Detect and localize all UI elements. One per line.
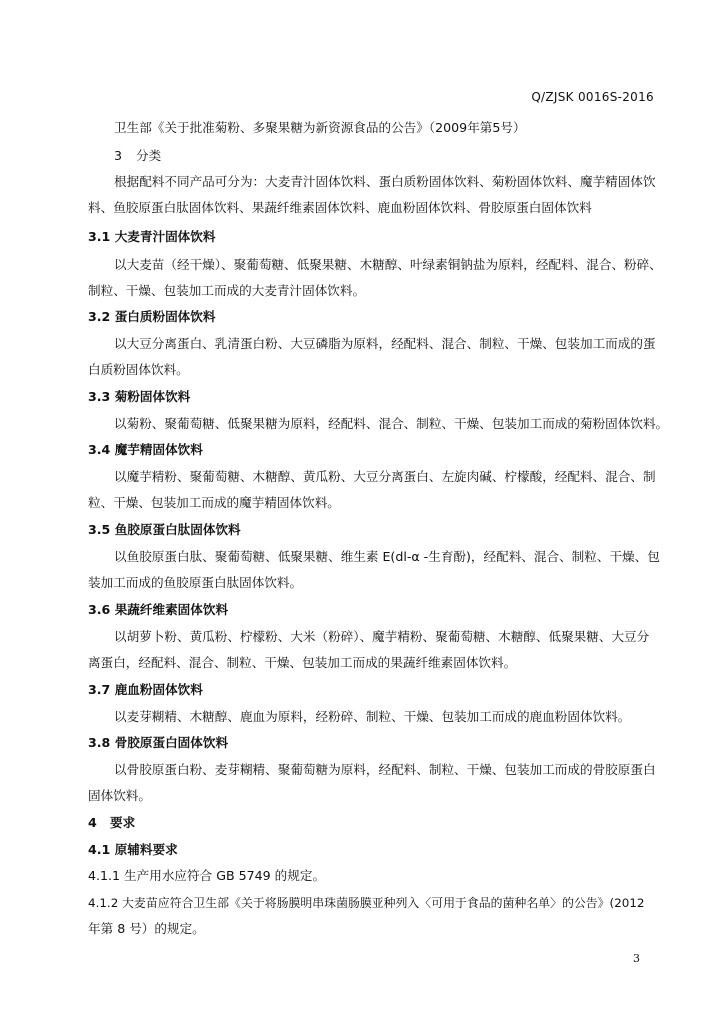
section-title: 要求 bbox=[110, 815, 136, 830]
paragraph-line: 以麦芽糊精、木糖醇、鹿血为原料，经粉碎、制粒、干燥、包装加工而成的鹿血粉固体饮料。 bbox=[114, 709, 631, 724]
paragraph-line: 以骨胶原蛋白粉、麦芽糊精、聚葡萄糖为原料，经配料、制粒、干燥、包装加工而成的骨胶原蛋白 bbox=[114, 762, 656, 777]
subsection-number: 4.1 bbox=[88, 842, 111, 857]
section-heading bbox=[114, 148, 656, 164]
paragraph-line: 粒、干燥、包装加工而成的魔芋精固体饮料。 bbox=[88, 495, 340, 510]
subsection-title: 原辅料要求 bbox=[114, 842, 178, 857]
subsection-number: 3.4 bbox=[88, 442, 111, 457]
section-title: 分类 bbox=[136, 148, 162, 163]
subsection-title: 大麦青汁固体饮料 bbox=[114, 229, 216, 244]
subsection-heading bbox=[88, 602, 656, 618]
subsection-title: 蛋白质粉固体饮料 bbox=[114, 309, 216, 324]
paragraph-line: 以胡萝卜粉、黄瓜粉、柠檬粉、大米（粉碎）、魔芋精粉、聚葡萄糖、木糖醇、低聚果糖、大豆分 bbox=[114, 629, 650, 644]
subsection-heading bbox=[88, 442, 656, 458]
subsection-number: 3.7 bbox=[88, 682, 111, 697]
paragraph-line: 料、鱼胶原蛋白肽固体饮料、果蔬纤维素固体饮料、鹿血粉固体饮料、骨胶原蛋白固体饮料 bbox=[88, 200, 592, 215]
paragraph-line: 以魔芋精粉、聚葡萄糖、木糖醇、黄瓜粉、大豆分离蛋白、左旋肉碱、柠檬酸，经配料、混合、制 bbox=[114, 469, 656, 484]
subsection-heading bbox=[88, 309, 656, 325]
subsection-title: 鹿血粉固体饮料 bbox=[114, 682, 203, 697]
section-heading bbox=[88, 815, 656, 831]
subsection-number: 3.8 bbox=[88, 735, 111, 750]
subsection-title: 魔芋精固体饮料 bbox=[114, 442, 203, 457]
subsection-number: 3.3 bbox=[88, 389, 111, 404]
section-number: 3 bbox=[114, 148, 123, 163]
paragraph-line: 装加工而成的鱼胶原蛋白肽固体饮料。 bbox=[88, 575, 303, 590]
subsection-title: 鱼胶原蛋白肽固体饮料 bbox=[114, 522, 241, 537]
paragraph-line: 固体饮料。 bbox=[88, 788, 151, 803]
paragraph-line: 卫生部《关于批准菊粉、多聚果糖为新资源食品的公告》（2009年第5号） bbox=[114, 120, 526, 135]
subsection-heading bbox=[88, 229, 656, 245]
paragraph-line: 以大麦苗（经干燥）、聚葡萄糖、低聚果糖、木糖醇、叶绿素铜钠盐为原料，经配料、混合、粉碎、 bbox=[114, 257, 662, 272]
subsection-heading bbox=[88, 842, 656, 858]
paragraph-line: 根据配料不同产品可分为：大麦青汁固体饮料、蛋白质粉固体饮料、菊粉固体饮料、魔芋精固体饮 bbox=[114, 174, 656, 189]
subsection-title: 果蔬纤维素固体饮料 bbox=[114, 602, 229, 617]
subsection-number: 3.5 bbox=[88, 522, 111, 537]
section-number: 4 bbox=[88, 815, 97, 830]
paragraph-line: 制粒、干燥、包装加工而成的大麦青汁固体饮料。 bbox=[88, 283, 366, 298]
paragraph-line: 以鱼胶原蛋白肽、聚葡萄糖、低聚果糖、维生素 E(dl-α -生育酚)，经配料、混合、制粒、干燥、包 bbox=[114, 549, 660, 564]
clause-line: 4.1.1 生产用水应符合 GB 5749 的规定。 bbox=[88, 868, 326, 883]
page-number: 3 bbox=[633, 952, 640, 965]
subsection-title: 骨胶原蛋白固体饮料 bbox=[114, 735, 229, 750]
standard-code: Q/ZJSK 0016S-2016 bbox=[531, 90, 654, 104]
paragraph-line: 以大豆分离蛋白、乳清蛋白粉、大豆磷脂为原料，经配料、混合、制粒、干燥、包装加工而成的蛋 bbox=[114, 336, 656, 351]
subsection-heading bbox=[88, 522, 656, 538]
clause-line: 年第 8 号）的规定。 bbox=[88, 921, 205, 936]
subsection-title: 菊粉固体饮料 bbox=[114, 389, 191, 404]
paragraph-line: 以菊粉、聚葡萄糖、低聚果糖为原料，经配料、混合、制粒、干燥、包装加工而成的菊粉固体饮料。 bbox=[114, 416, 669, 431]
paragraph-line: 离蛋白，经配料、混合、制粒、干燥、包装加工而成的果蔬纤维素固体饮料。 bbox=[88, 655, 517, 670]
clause-line: 4.1.2 大麦苗应符合卫生部《关于将肠膜明串珠菌肠膜亚种列入〈可用于食品的菌种名单〉的公告》(2012 bbox=[88, 896, 645, 910]
subsection-number: 3.6 bbox=[88, 602, 111, 617]
subsection-number: 3.2 bbox=[88, 309, 111, 324]
paragraph-line: 白质粉固体饮料。 bbox=[88, 362, 189, 377]
subsection-heading bbox=[88, 389, 656, 405]
subsection-heading bbox=[88, 682, 656, 698]
subsection-number: 3.1 bbox=[88, 229, 111, 244]
subsection-heading bbox=[88, 735, 656, 751]
